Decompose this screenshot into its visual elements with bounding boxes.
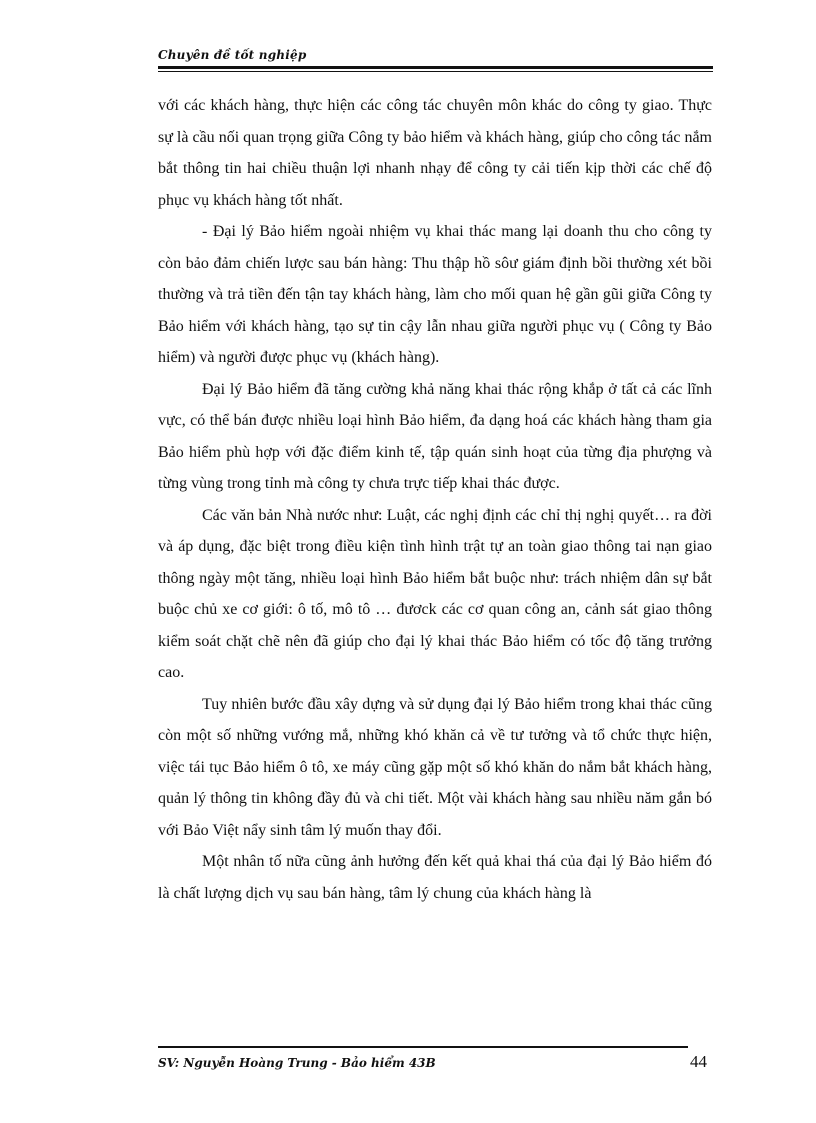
footer-author: SV: Nguyễn Hoàng Trung - Bảo hiểm 43B: [158, 1056, 436, 1070]
header-title: Chuyên đề tốt nghiệp: [158, 48, 307, 62]
paragraph: Một nhân tố nữa cũng ảnh hưởng đến kết quả khai thá của đại lý Bảo hiểm đó là chất lượng dịch vụ sau bán hàng, tâm lý chung của khách hàng là: [158, 853, 712, 902]
paragraph: - Đại lý Bảo hiểm ngoài nhiệm vụ khai thác mang lại doanh thu cho công ty còn bảo đảm chiến lược sau bán hàng: Thu thập hồ sôư giám định bồi thường xét bồi thường và trả tiền đến tận tay khách hàng, làm cho mối quan hệ gần gũi giữa Công ty Bảo hiểm với khách hàng, tạo sự tin cậy lẫn nhau giữa người phục vụ ( Công ty Bảo hiểm) và người được phục vụ (khách hàng).: [158, 223, 712, 366]
paragraph: Tuy nhiên bước đầu xây dựng và sử dụng đại lý Bảo hiểm trong khai thác cũng còn một số những vướng mắ, những khó khăn cả về tư tưởng và tổ chức thực hiện, việc tái tục Bảo hiểm ô tô, xe máy cũng gặp một số khó khăn do nắm bắt khách hàng, quản lý thông tin không đầy đủ và chi tiết. Một vài khách hàng sau nhiều năm gắn bó với Bảo Việt nẩy sinh tâm lý muốn thay đổi.: [158, 695, 712, 839]
header-rule-thin: [158, 71, 713, 72]
paragraph: Đại lý Bảo hiểm đã tăng cường khả năng khai thác rộng khắp ở tất cả các lĩnh vực, có thể bán được nhiều loại hình Bảo hiểm, đa dạng hoá các khách hàng tham gia Bảo hiểm phù hợp với đặc điểm kinh tế, tập quán sinh hoạt của từng địa phượng và từng vùng trong tỉnh mà công ty chưa trực tiếp khai thác được.: [158, 380, 712, 492]
page-footer: [158, 1046, 718, 1086]
page-number: 44: [690, 1052, 707, 1071]
body-text: [158, 90, 712, 909]
paragraph: Các văn bản Nhà nước như: Luật, các nghị định các chỉ thị nghị quyết… ra đời và áp dụng, đặc biệt trong điều kiện tình hình trật tự an toàn giao thông tai nạn giao thông ngày một tăng, nhiều loại hình Bảo hiểm bắt buộc như: trách nhiệm dân sự bắt buộc chủ xe cơ giới: ô tố, mô tô … đươck các cơ quan công an, cảnh sát giao thông kiểm soát chặt chẽ nên đã giúp cho đại lý khai thác Bảo hiểm có tốc độ tăng trưởng cao.: [158, 506, 712, 681]
footer-rule: [158, 1046, 688, 1048]
page-header: [158, 48, 713, 72]
paragraph: với các khách hàng, thực hiện các công tác chuyên môn khác do công ty giao. Thực sự là cầu nối quan trọng giữa Công ty bảo hiểm và khách hàng, giúp cho công tác nắm bắt thông tin hai chiều thuận lợi nhanh nhạy để công ty cải tiến kịp thời các chế độ phục vụ khách hàng tốt nhất.: [158, 97, 712, 209]
header-rule: [158, 66, 713, 69]
